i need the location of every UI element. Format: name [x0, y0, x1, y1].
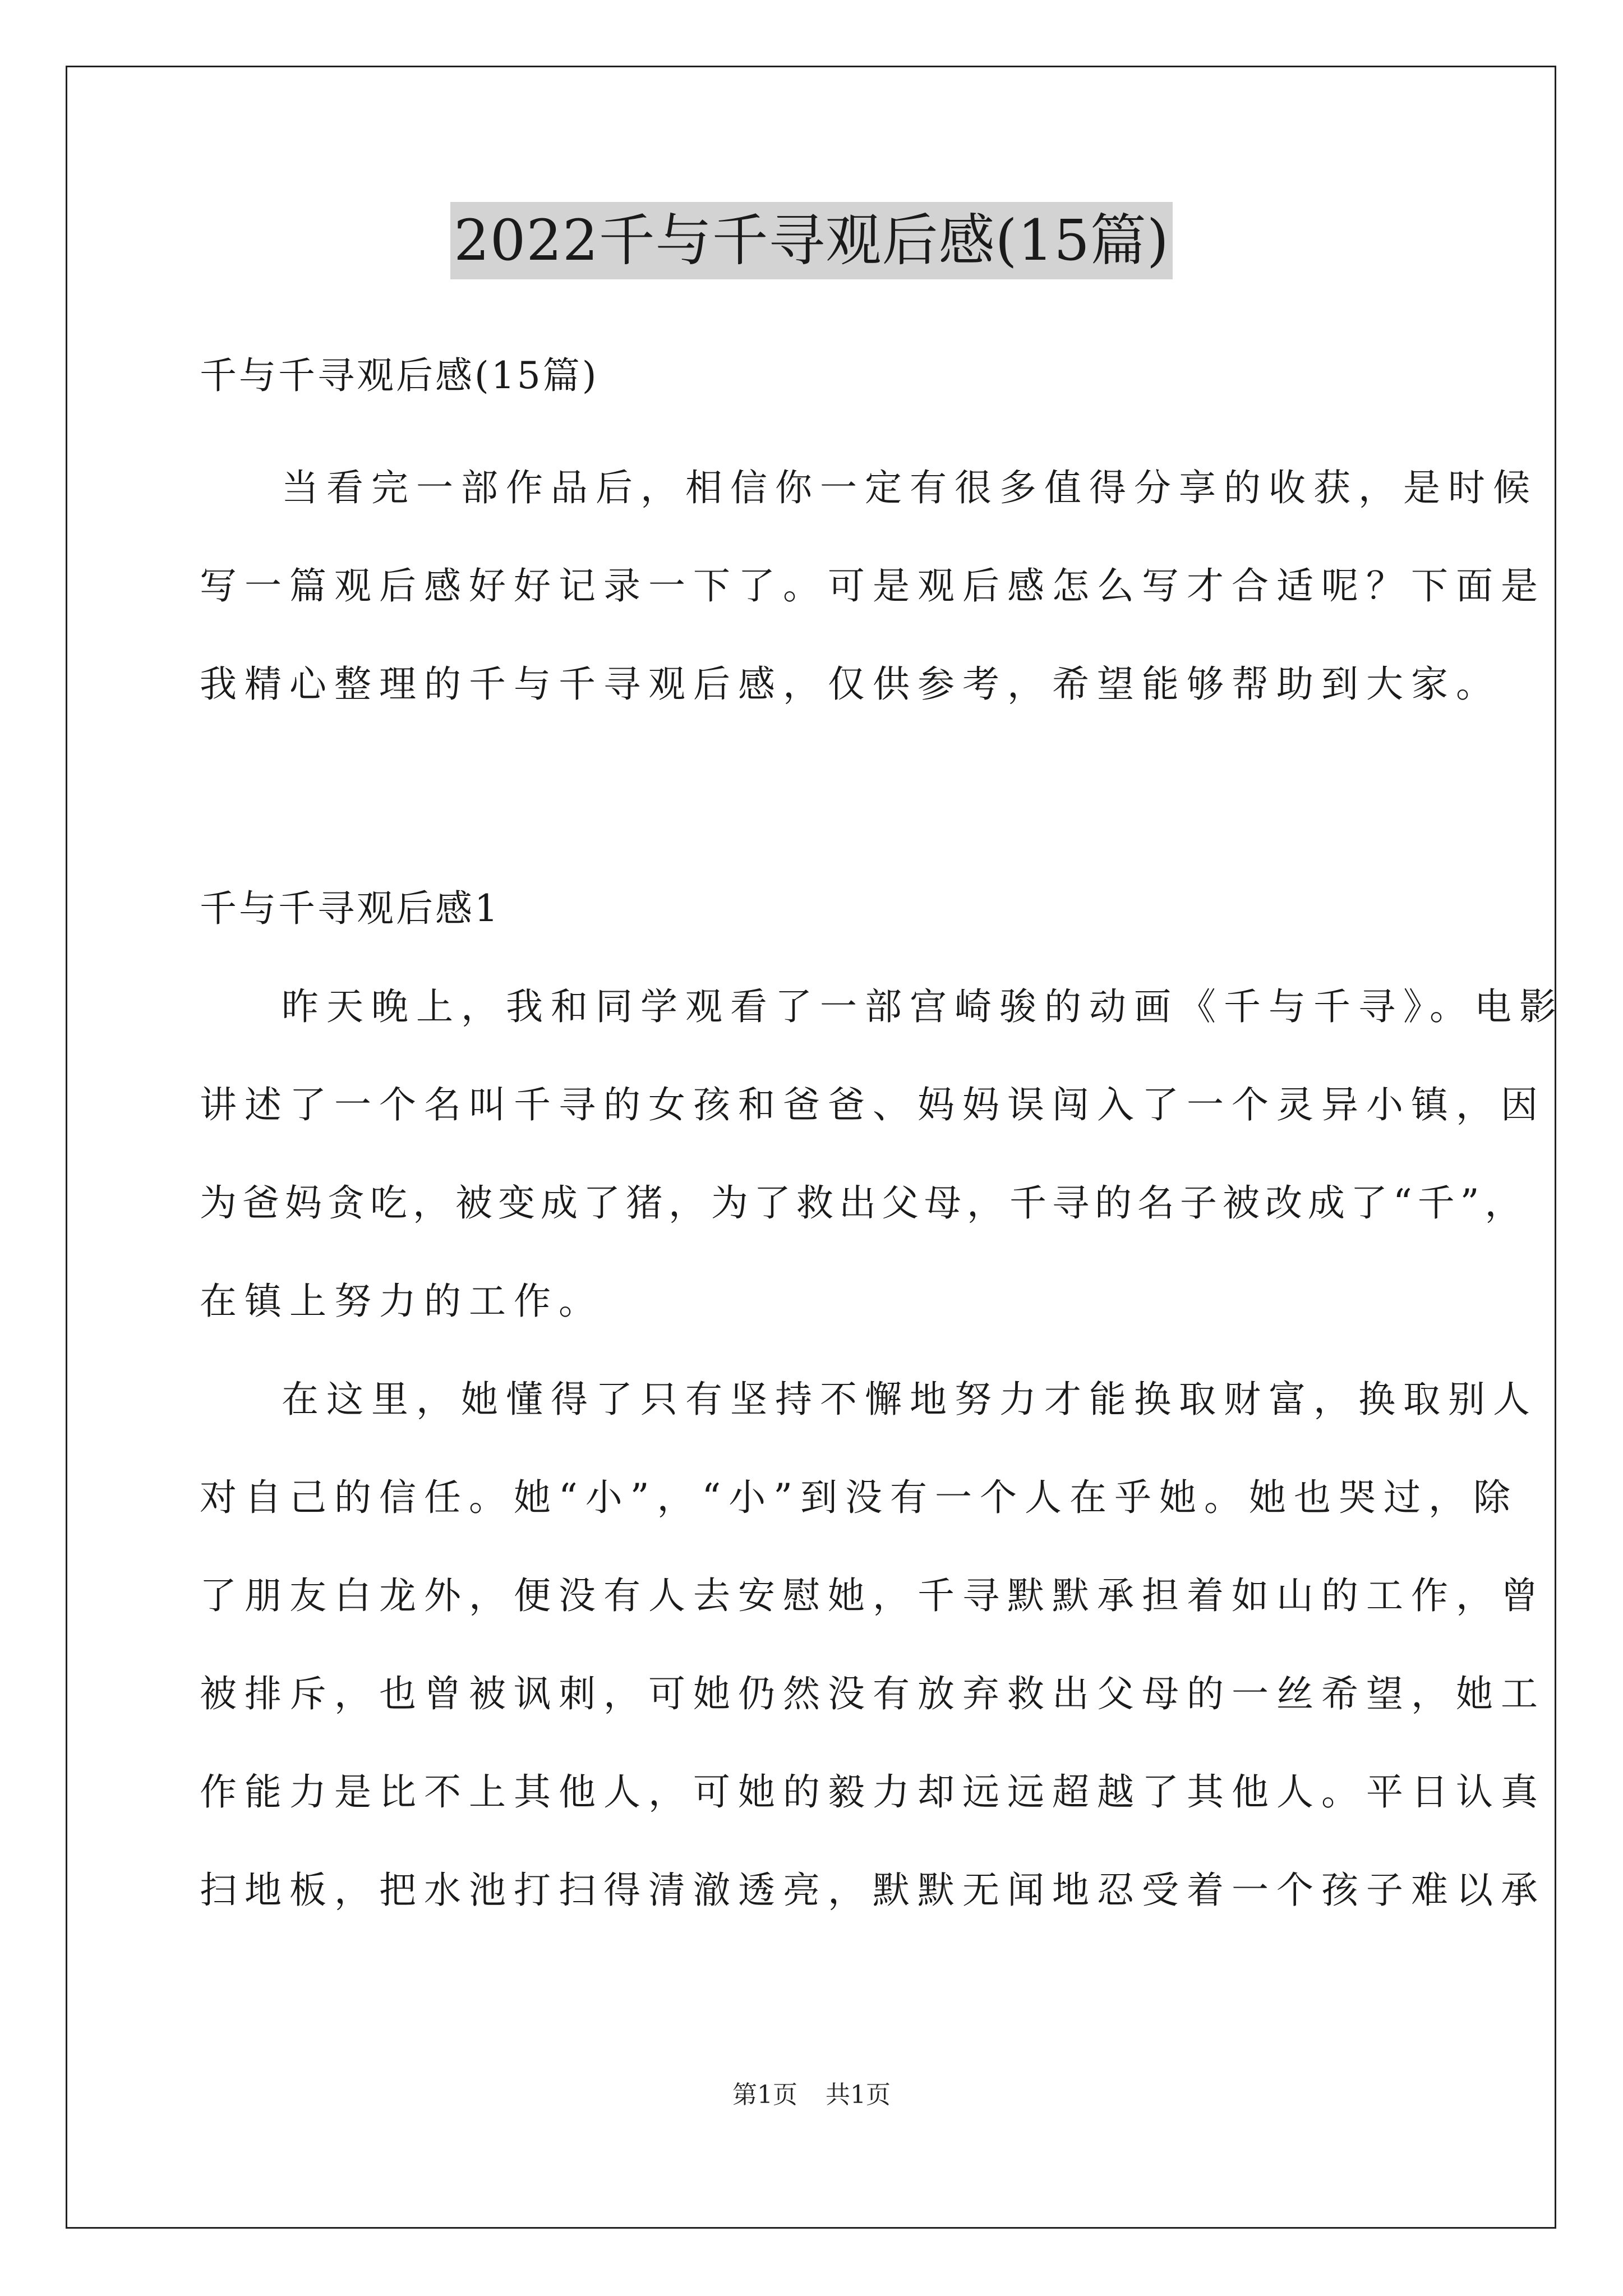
para1-line-1: 昨天晚上，我和同学观看了一部宫崎骏的动画《千与千寻》。电影 [282, 985, 1564, 1028]
page-footer [0, 2078, 1623, 2112]
para2-line-5: 作能力是比不上其他人，可她的毅力却远远超越了其他人。平日认真 [200, 1770, 1546, 1814]
para2-line-3: 了朋友白龙外，便没有人去安慰她，千寻默默承担着如山的工作，曾 [200, 1574, 1546, 1617]
intro-line-3: 我精心整理的千与千寻观后感，仅供参考，希望能够帮助到大家。 [200, 662, 1501, 706]
page-number: 第1页 [732, 2081, 797, 2109]
intro-line-2: 写一篇观后感好好记录一下了。可是观后感怎么写才合适呢？下面是 [200, 564, 1546, 608]
page-total: 共1页 [826, 2081, 891, 2109]
para2-line-2: 对自己的信任。她“小”，“小”到没有一个人在乎她。她也哭过，除 [200, 1476, 1518, 1519]
intro-line-1: 当看完一部作品后，相信你一定有很多值得分享的收获，是时候 [282, 466, 1538, 509]
para2-line-6: 扫地板，把水池打扫得清澈透亮，默默无闻地忍受着一个孩子难以承 [200, 1869, 1546, 1912]
section-heading: 千与千寻观后感1 [200, 887, 500, 930]
document-subtitle: 千与千寻观后感(15篇) [200, 354, 599, 397]
para1-line-2: 讲述了一个名叫千寻的女孩和爸爸、妈妈误闯入了一个灵异小镇，因 [200, 1083, 1546, 1126]
para2-line-1: 在这里，她懂得了只有坚持不懈地努力才能换取财富，换取别人 [282, 1378, 1538, 1421]
para1-line-4: 在镇上努力的工作。 [200, 1280, 603, 1323]
para1-line-3: 为爸妈贪吃，被变成了猪，为了救出父母，千寻的名子被改成了“千”， [200, 1181, 1528, 1225]
para2-line-4: 被排斥，也曾被讽刺，可她仍然没有放弃救出父母的一丝希望，她工 [200, 1672, 1546, 1715]
title-container [0, 202, 1623, 279]
document-title: 2022千与千寻观后感(15篇) [450, 202, 1173, 279]
